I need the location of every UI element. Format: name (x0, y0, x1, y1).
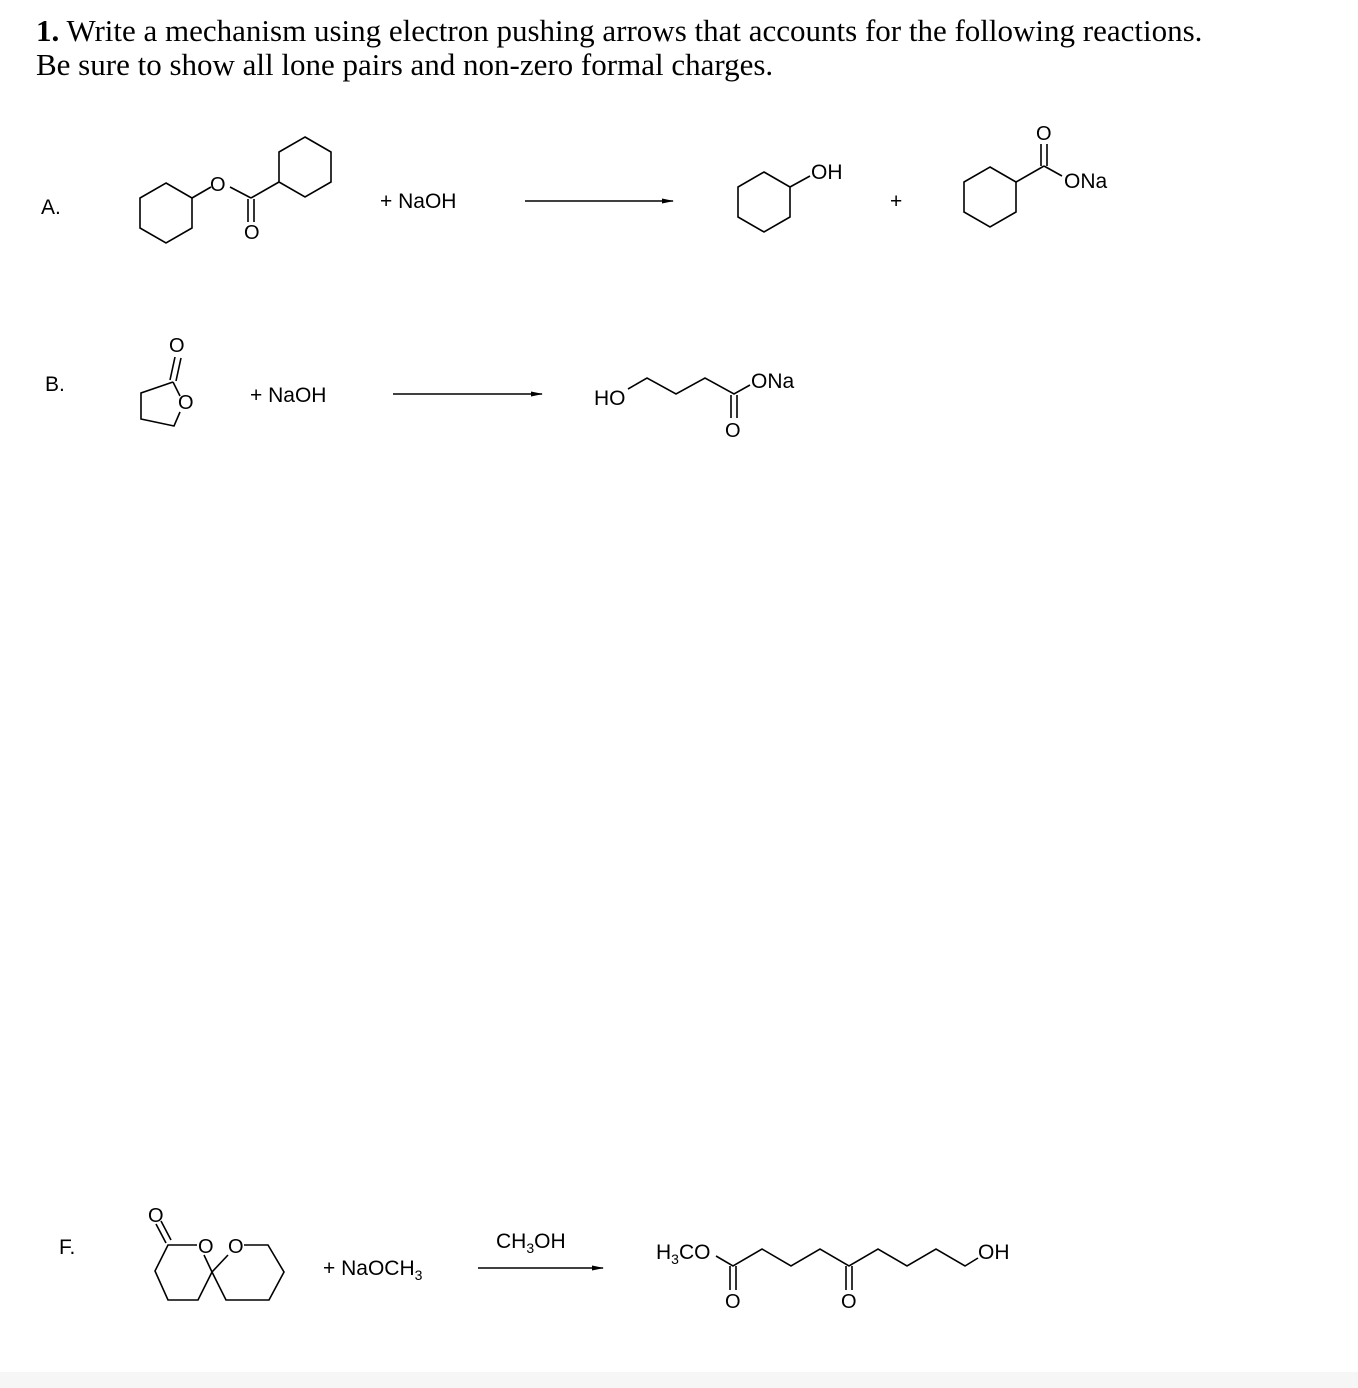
product-a-carbonyl-oxygen: O (1036, 123, 1052, 145)
reaction-b-reagent: + NaOH (250, 384, 327, 407)
reactant-b-ring-oxygen: O (178, 392, 194, 414)
page-bottom-band (0, 1372, 1358, 1388)
reaction-f-reagent-main: + NaOCH (323, 1257, 415, 1280)
reaction-a-reactant (140, 137, 331, 244)
reactant-a-carbonyl-oxygen: O (244, 222, 260, 244)
reactant-a-ester-oxygen: O (210, 174, 226, 196)
reactant-a-bond (251, 182, 279, 198)
product-f-hydroxyl: OH (978, 1241, 1010, 1264)
reactant-a-ring-right (279, 137, 331, 197)
reactant-b-carbonyl-bond (170, 357, 175, 380)
product-a-hydroxyl: OH (811, 161, 843, 184)
product-a-sodium-oxide: ONa (1064, 170, 1108, 193)
product-b-carbonyl-oxygen: O (725, 420, 741, 442)
reactant-a-bond (192, 187, 211, 198)
reaction-b (45, 335, 795, 442)
reaction-b-product (594, 370, 795, 442)
product-f-co: CO (678, 1241, 711, 1264)
reaction-f-solvent (496, 1230, 566, 1256)
question-number: 1. (36, 13, 60, 48)
reaction-f-solvent-oh: OH (534, 1230, 566, 1253)
product-f-h-subscript: 3 (671, 1251, 679, 1267)
product-f-methoxy (656, 1241, 710, 1267)
product-a-bond (1016, 166, 1044, 182)
reaction-f-reagent-subscript: 3 (414, 1267, 423, 1283)
reactant-b-carbonyl-bond (176, 358, 181, 381)
reaction-a (41, 123, 1108, 244)
reactant-f-cyclohexane-ring (212, 1245, 284, 1300)
reactant-f-ring-oxygen-1: O (198, 1236, 214, 1258)
reaction-f (59, 1205, 1010, 1313)
reactant-f-carbonyl-oxygen: O (148, 1205, 164, 1227)
reaction-f-reagent (323, 1257, 423, 1283)
product-b-sodium-oxide: ONa (751, 370, 795, 393)
product-f-ketone-oxygen: O (841, 1291, 857, 1313)
reaction-f-label: F. (59, 1236, 76, 1259)
product-f-chain (716, 1249, 978, 1266)
product-a-carboxylate-ring (964, 167, 1016, 227)
reactant-b-ring (141, 382, 180, 426)
product-f-ester-oxygen: O (725, 1291, 741, 1313)
product-b-chain (628, 378, 750, 394)
product-f-h: H (656, 1241, 672, 1264)
reactant-a-bond (230, 187, 251, 198)
product-a-bond (1044, 166, 1062, 176)
reactant-f-bond (212, 1255, 228, 1272)
reaction-f-solvent-subscript: 3 (526, 1240, 535, 1256)
reactant-a-ring-left (140, 183, 192, 243)
reaction-a-plus: + (890, 190, 903, 213)
reaction-f-reactant (148, 1205, 284, 1300)
reactant-b-carbonyl-oxygen: O (169, 335, 185, 357)
product-a-c-o-bond (790, 176, 810, 187)
product-a-cyclohexane-ring (738, 172, 790, 232)
reactant-f-ring-oxygen-2: O (228, 1236, 244, 1258)
reaction-a-product-carboxylate (964, 123, 1108, 227)
reaction-b-label: B. (45, 373, 65, 396)
reaction-a-product-alcohol (738, 161, 843, 232)
reaction-a-reagent: + NaOH (380, 190, 457, 213)
reaction-f-product (656, 1241, 1010, 1313)
reaction-f-solvent-ch: CH (496, 1230, 527, 1253)
product-b-hydroxyl: HO (594, 387, 626, 410)
question-line-1-text: Write a mechanism using electron pushing arrows that accounts for the following reactions. (66, 13, 1203, 48)
reaction-a-label: A. (41, 196, 61, 219)
reaction-b-reactant (141, 335, 194, 426)
question-line-2: Be sure to show all lone pairs and non-zero formal charges. (36, 47, 774, 82)
